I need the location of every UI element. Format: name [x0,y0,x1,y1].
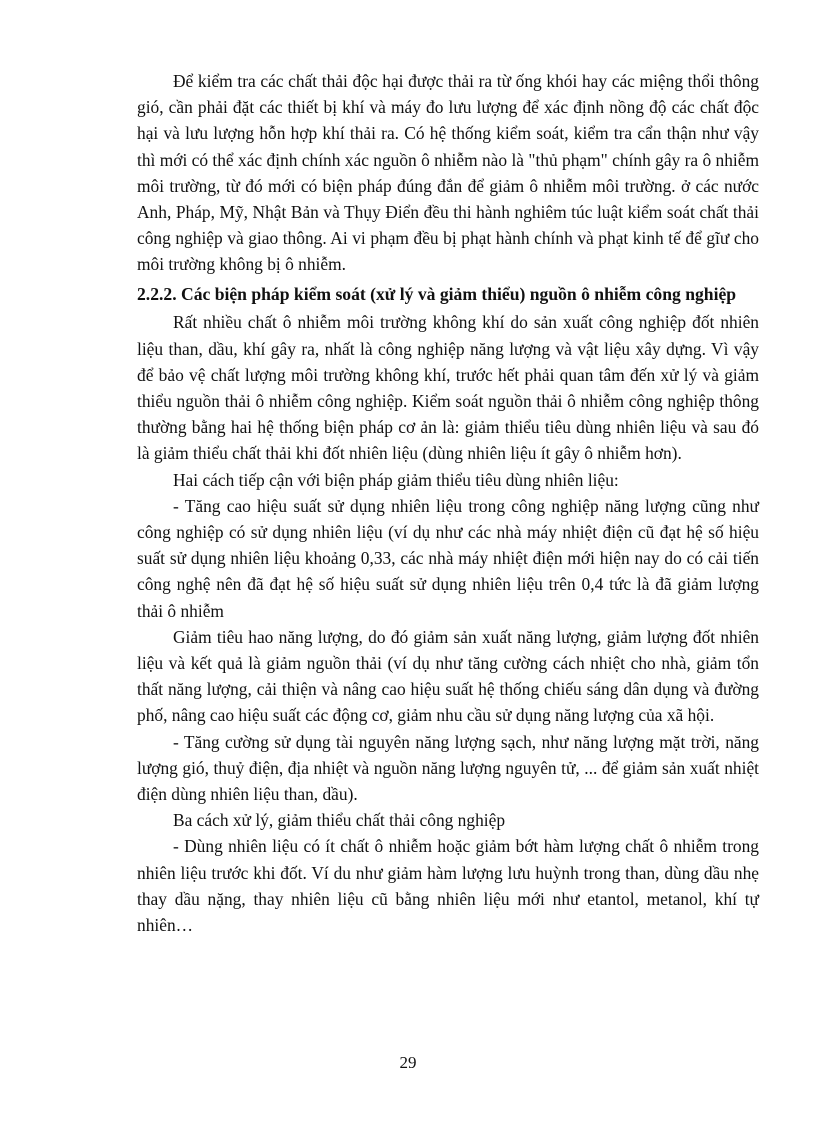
paragraph-two-approaches: Hai cách tiếp cận với biện pháp giảm thiểu tiêu dùng nhiên liệu: [173,469,619,490]
paragraph-clean-energy: - Tăng cường sử dụng tài nguyên năng lượng sạch, như năng lượng mặt trời, năng lượng gió, thuỷ điện, địa nhiệt và nguồn năng lượng nguyên tử, ... để giảm sản xuất nhiệt điện dùng nhiên liệu than, dầu). [137,731,759,805]
page-number: 29 [399,1053,417,1072]
section-heading: 2.2.2. Các biện pháp kiểm soát (xử lý và giảm thiểu) nguồn ô nhiễm công nghiệp [137,283,737,304]
paragraph-reduce-consumption: Giảm tiêu hao năng lượng, do đó giảm sản xuất năng lượng, giảm lượng đốt nhiên liệu và kết quả là giảm nguồn thải (ví dụ như tăng cường cách nhiệt cho nhà, giảm tổn thất năng lượng, cải thiện và nâng cao hiệu suất hệ thống chiếu sáng dân dụng và đường phố, nâng cao hiệu suất các động cơ, giảm nhu cầu sử dụng năng lượng của xã hội. [137,626,759,726]
page-content [137,68,759,938]
paragraph-industrial-pollution: Rất nhiều chất ô nhiễm môi trường không khí do sản xuất công nghiệp đốt nhiên liệu than, dầu, khí gây ra, nhất là công nghiệp năng lượng và vật liệu xây dựng. Vì vậy để bảo vệ chất lượng môi trường không khí, trước hết phải quan tâm đến xử lý và giảm thiểu nguồn thải ô nhiễm công nghiệp. Kiểm soát nguồn thải ô nhiễm công nghiệp thông thường bằng hai hệ thống biện pháp cơ ản là: giảm thiểu tiêu dùng nhiên liệu và sau đó là giảm thiểu chất thải khi đốt nhiên liệu (dùng nhiên liệu ít gây ô nhiễm hơn). [137,312,759,464]
paragraph-emission-inspection: Để kiểm tra các chất thải độc hại được thải ra từ ống khói hay các miệng thổi thông gió, cần phải đặt các thiết bị khí và máy đo lưu lượng để xác định nồng độ các chất độc hại và lưu lượng hỗn hợp khí thải ra. Có hệ thống kiểm soát, kiểm tra cẩn thận như vậy thì mới có thể xác định chính xác nguồn ô nhiễm nào là "thủ phạm" chính gây ra ô nhiễm môi trường, từ đó mới có biện pháp đúng đắn để giảm ô nhiễm môi trường. ở các nước Anh, Pháp, Mỹ, Nhật Bản và Thụy Điển đều thi hành nghiêm túc luật kiểm soát chất thải công nghiệp và giao thông. Ai vi phạm đều bị phạt hành chính và phạt kinh tế để gĩư cho môi trường không bị ô nhiễm. [137,71,759,275]
paragraph-efficiency: - Tăng cao hiệu suất sử dụng nhiên liệu trong công nghiệp năng lượng cũng như công nghiệp có sử dụng nhiên liệu (ví dụ như các nhà máy nhiệt điện cũ đạt hệ số hiệu suất sử dụng nhiên liệu khoảng 0,33, các nhà máy nhiệt điện mới hiện nay do có cải tiến công nghệ nên đã đạt hệ số hiệu suất sử dụng nhiên liệu trên 0,4 tức là đã giảm lượng thải ô nhiễm [137,495,759,621]
paragraph-three-methods: Ba cách xử lý, giảm thiểu chất thải công nghiệp [173,810,506,831]
paragraph-low-pollution-fuel: - Dùng nhiên liệu có ít chất ô nhiễm hoặc giảm bớt hàm lượng chất ô nhiễm trong nhiên liệu trước khi đốt. Ví du như giảm hàm lượng lưu huỳnh trong than, dùng dầu nhẹ thay dầu nặng, thay nhiên liệu cũ bằng nhiên liệu mới như etantol, metanol, khí tự nhiên… [137,836,759,936]
